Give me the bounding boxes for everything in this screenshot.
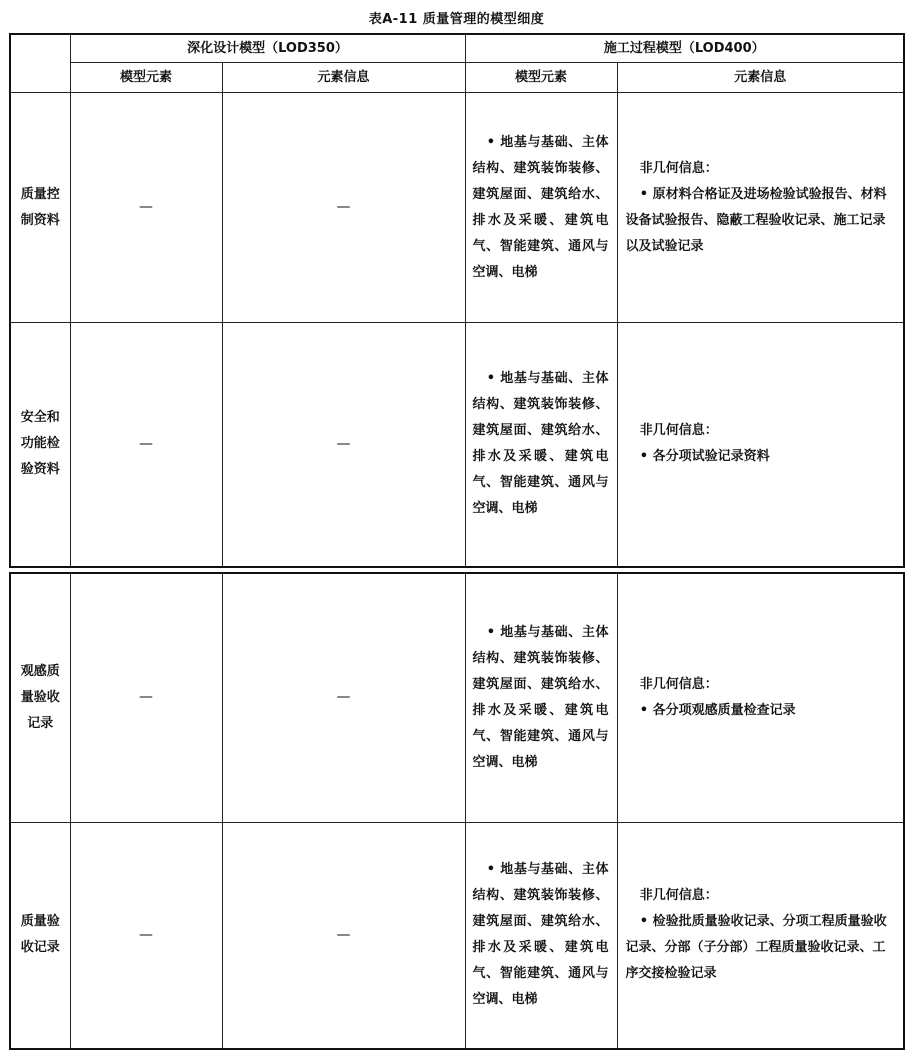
header-model-element-400: 模型元素 — [465, 63, 617, 93]
row-label: 质量验收记录 — [10, 823, 70, 1049]
element-info-cell — [617, 573, 904, 823]
header-element-info-350: 元素信息 — [222, 63, 465, 93]
corner-cell — [10, 34, 70, 93]
model-element-cell — [465, 823, 617, 1049]
model-element-text: • 地基与基础、主体结构、建筑装饰装修、建筑屋面、建筑给水、排水及采暖、建筑电气、智能建筑、通风与空调、电梯 — [472, 862, 609, 1008]
row-label: 观感质量验收记录 — [10, 573, 70, 823]
dash-cell: — — [222, 93, 465, 323]
table-title: 表A-11 质量管理的模型细度 — [368, 12, 545, 27]
table-row — [10, 323, 904, 567]
dash-cell: — — [222, 323, 465, 567]
info-body: • 各分项试验记录资料 — [639, 449, 770, 465]
dash-cell: — — [70, 573, 222, 823]
dash-cell: — — [222, 573, 465, 823]
info-body: • 各分项观感质量检查记录 — [639, 702, 796, 718]
info-heading: 非几何信息： — [639, 676, 718, 692]
header-element-info-400: 元素信息 — [617, 63, 904, 93]
header-model-element-350: 模型元素 — [70, 63, 222, 93]
model-element-text: • 地基与基础、主体结构、建筑装饰装修、建筑屋面、建筑给水、排水及采暖、建筑电气、智能建筑、通风与空调、电梯 — [472, 371, 609, 517]
row-label: 安全和功能检验资料 — [10, 323, 70, 567]
element-info-cell — [617, 93, 904, 323]
row-label: 质量控制资料 — [10, 93, 70, 323]
dash-cell: — — [70, 323, 222, 567]
header-group-lod400: 施工过程模型（LOD400） — [465, 34, 904, 63]
element-info-cell — [617, 323, 904, 567]
info-heading: 非几何信息： — [639, 423, 718, 439]
info-heading: 非几何信息： — [639, 888, 718, 904]
header-group-lod350: 深化设计模型（LOD350） — [70, 34, 465, 63]
dash-cell: — — [70, 823, 222, 1049]
model-detail-table — [9, 33, 905, 1050]
table-row — [10, 93, 904, 323]
info-body: • 原材料合格证及进场检验试验报告、材料设备试验报告、隐蔽工程验收记录、施工记录以及试验记录 — [625, 186, 887, 254]
table-row — [10, 823, 904, 1049]
element-info-cell — [617, 823, 904, 1049]
table-row — [10, 573, 904, 823]
model-element-text: • 地基与基础、主体结构、建筑装饰装修、建筑屋面、建筑给水、排水及采暖、建筑电气、智能建筑、通风与空调、电梯 — [472, 624, 609, 770]
dash-cell: — — [222, 823, 465, 1049]
model-element-text: • 地基与基础、主体结构、建筑装饰装修、建筑屋面、建筑给水、排水及采暖、建筑电气、智能建筑、通风与空调、电梯 — [472, 134, 609, 280]
info-heading: 非几何信息： — [639, 160, 718, 176]
model-element-cell — [465, 93, 617, 323]
info-body: • 检验批质量验收记录、分项工程质量验收记录、分部（子分部）工程质量验收记录、工序交接检验记录 — [625, 914, 887, 982]
model-element-cell — [465, 573, 617, 823]
model-element-cell — [465, 323, 617, 567]
dash-cell: — — [70, 93, 222, 323]
